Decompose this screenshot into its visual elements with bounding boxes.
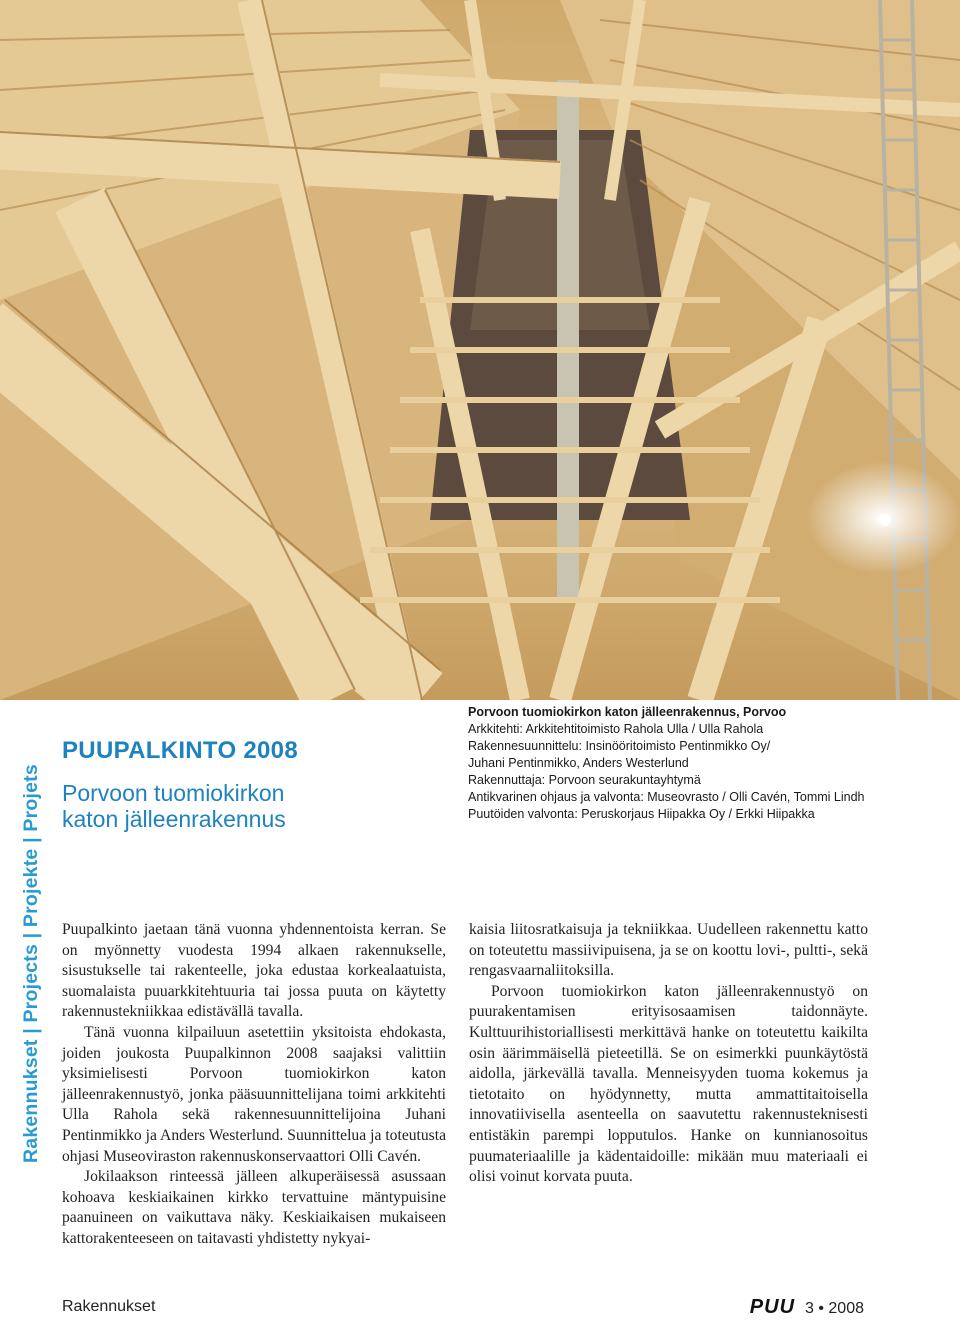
credits-line: Rakennesuunnittelu: Insinööritoimisto Pentinmikko Oy/ <box>468 739 771 753</box>
body-paragraph: kaisia liitosratkaisuja ja tekniikkaa. Uudelleen rakennettu katto on toteutettu massiivipuisena, ja se on koottu lovi-, pultti-, sekä rengasvaarnaliitoksilla. <box>469 921 868 980</box>
credits-line: Juhani Pentinmikko, Anders Westerlund <box>468 756 689 770</box>
project-credits <box>468 704 938 823</box>
section-tab <box>14 728 48 1163</box>
body-paragraph: Tänä vuonna kilpailuun asetettiin yksitoista ehdokasta, joiden joukosta Puupalkinnon 2008 saajaksi valittiin yksimielisesti Porvoon tuomiokirkon katon jälleenrakennustyö, jonka pääsuunnittelijana toimi arkkitehti Ulla Rahola sekä rakennesuunnittelijoina Juhani Pentinmikko ja Anders Westerlund. Suunnittelua ja toteutusta ohjasi Museoviraston rakennuskonservaattori Olli Cavén. <box>62 1023 446 1165</box>
credits-project-name: Porvoon tuomiokirkon katon jälleenrakennus, Porvoo <box>468 705 787 719</box>
credits-line: Antikvarinen ohjaus ja valvonta: Museovrasto / Olli Cavén, Tommi Lindh <box>468 790 865 804</box>
body-column-right <box>469 920 868 1188</box>
credits-line: Puutöiden valvonta: Peruskorjaus Hiipakka Oy / Erkki Hiipakka <box>468 807 815 821</box>
body-column-left <box>62 920 446 1250</box>
magazine-logo: PUU <box>749 1296 796 1318</box>
award-kicker: PUUPALKINTO 2008 <box>62 737 298 764</box>
credits-line: Arkkitehti: Arkkitehtitoimisto Rahola Ulla / Ulla Rahola <box>468 722 764 736</box>
title-line-1: Porvoon tuomiokirkon <box>62 780 285 806</box>
body-paragraph: Puupalkinto jaetaan tänä vuonna yhdennentoista kerran. Se on myönnetty vuodesta 1994 alkaen rakennukselle, sisustukselle tai rakenteelle, joka edustaa korkealaatuista, suomalaista puuarkkitehtuuria tai jossa puuta on käytetty rakennustekniikkaa edistävällä tavalla. <box>62 921 446 1021</box>
article-title <box>62 780 286 832</box>
title-line-2: katon jälleenrakennus <box>62 806 286 832</box>
body-paragraph: Porvoon tuomiokirkon katon jälleenrakennustyö on puurakentamisen erityisosaamisen taidonnäyte. Kulttuurihistoriallisesti merkittävä hanke on toteutettu kaikilta osin äärimmäisellä pieteetillä. Se on esimerkki puunkäytöstä aidolla, järkevällä tavalla. Menneisyyden tuoma kokemus ja tietotaito on hyödynnetty, mutta ammattitaitoisella innovatiivisella asenteella on saavutettu rakennusteknisesti entistäkin parempi lopputulos. Hanke on kunnianosoitus puumateriaalille ja kädentaidoille: mikään muu materiaali ei olisi voinut korvata puuta. <box>469 982 868 1186</box>
section-vertical-label: Rakennukset | Projects | Projekte | Projets <box>20 764 42 1163</box>
issue-number: 3 • 2008 <box>805 1300 864 1317</box>
footer-issue <box>750 1296 864 1319</box>
body-paragraph: Jokilaakson rinteessä jälleen alkuperäisessä asussaan kohoava keskiaikainen kirkko tervattuine mäntypuisine paanuineen on vaikuttava näky. Keskiaikaisen mukaiseen kattorakenteeseen on taitavasti yhdistetty nykyai- <box>62 1168 446 1247</box>
footer-section-name: Rakennukset <box>62 1298 156 1315</box>
credits-line: Rakennuttaja: Porvoon seurakuntayhtymä <box>468 773 701 787</box>
